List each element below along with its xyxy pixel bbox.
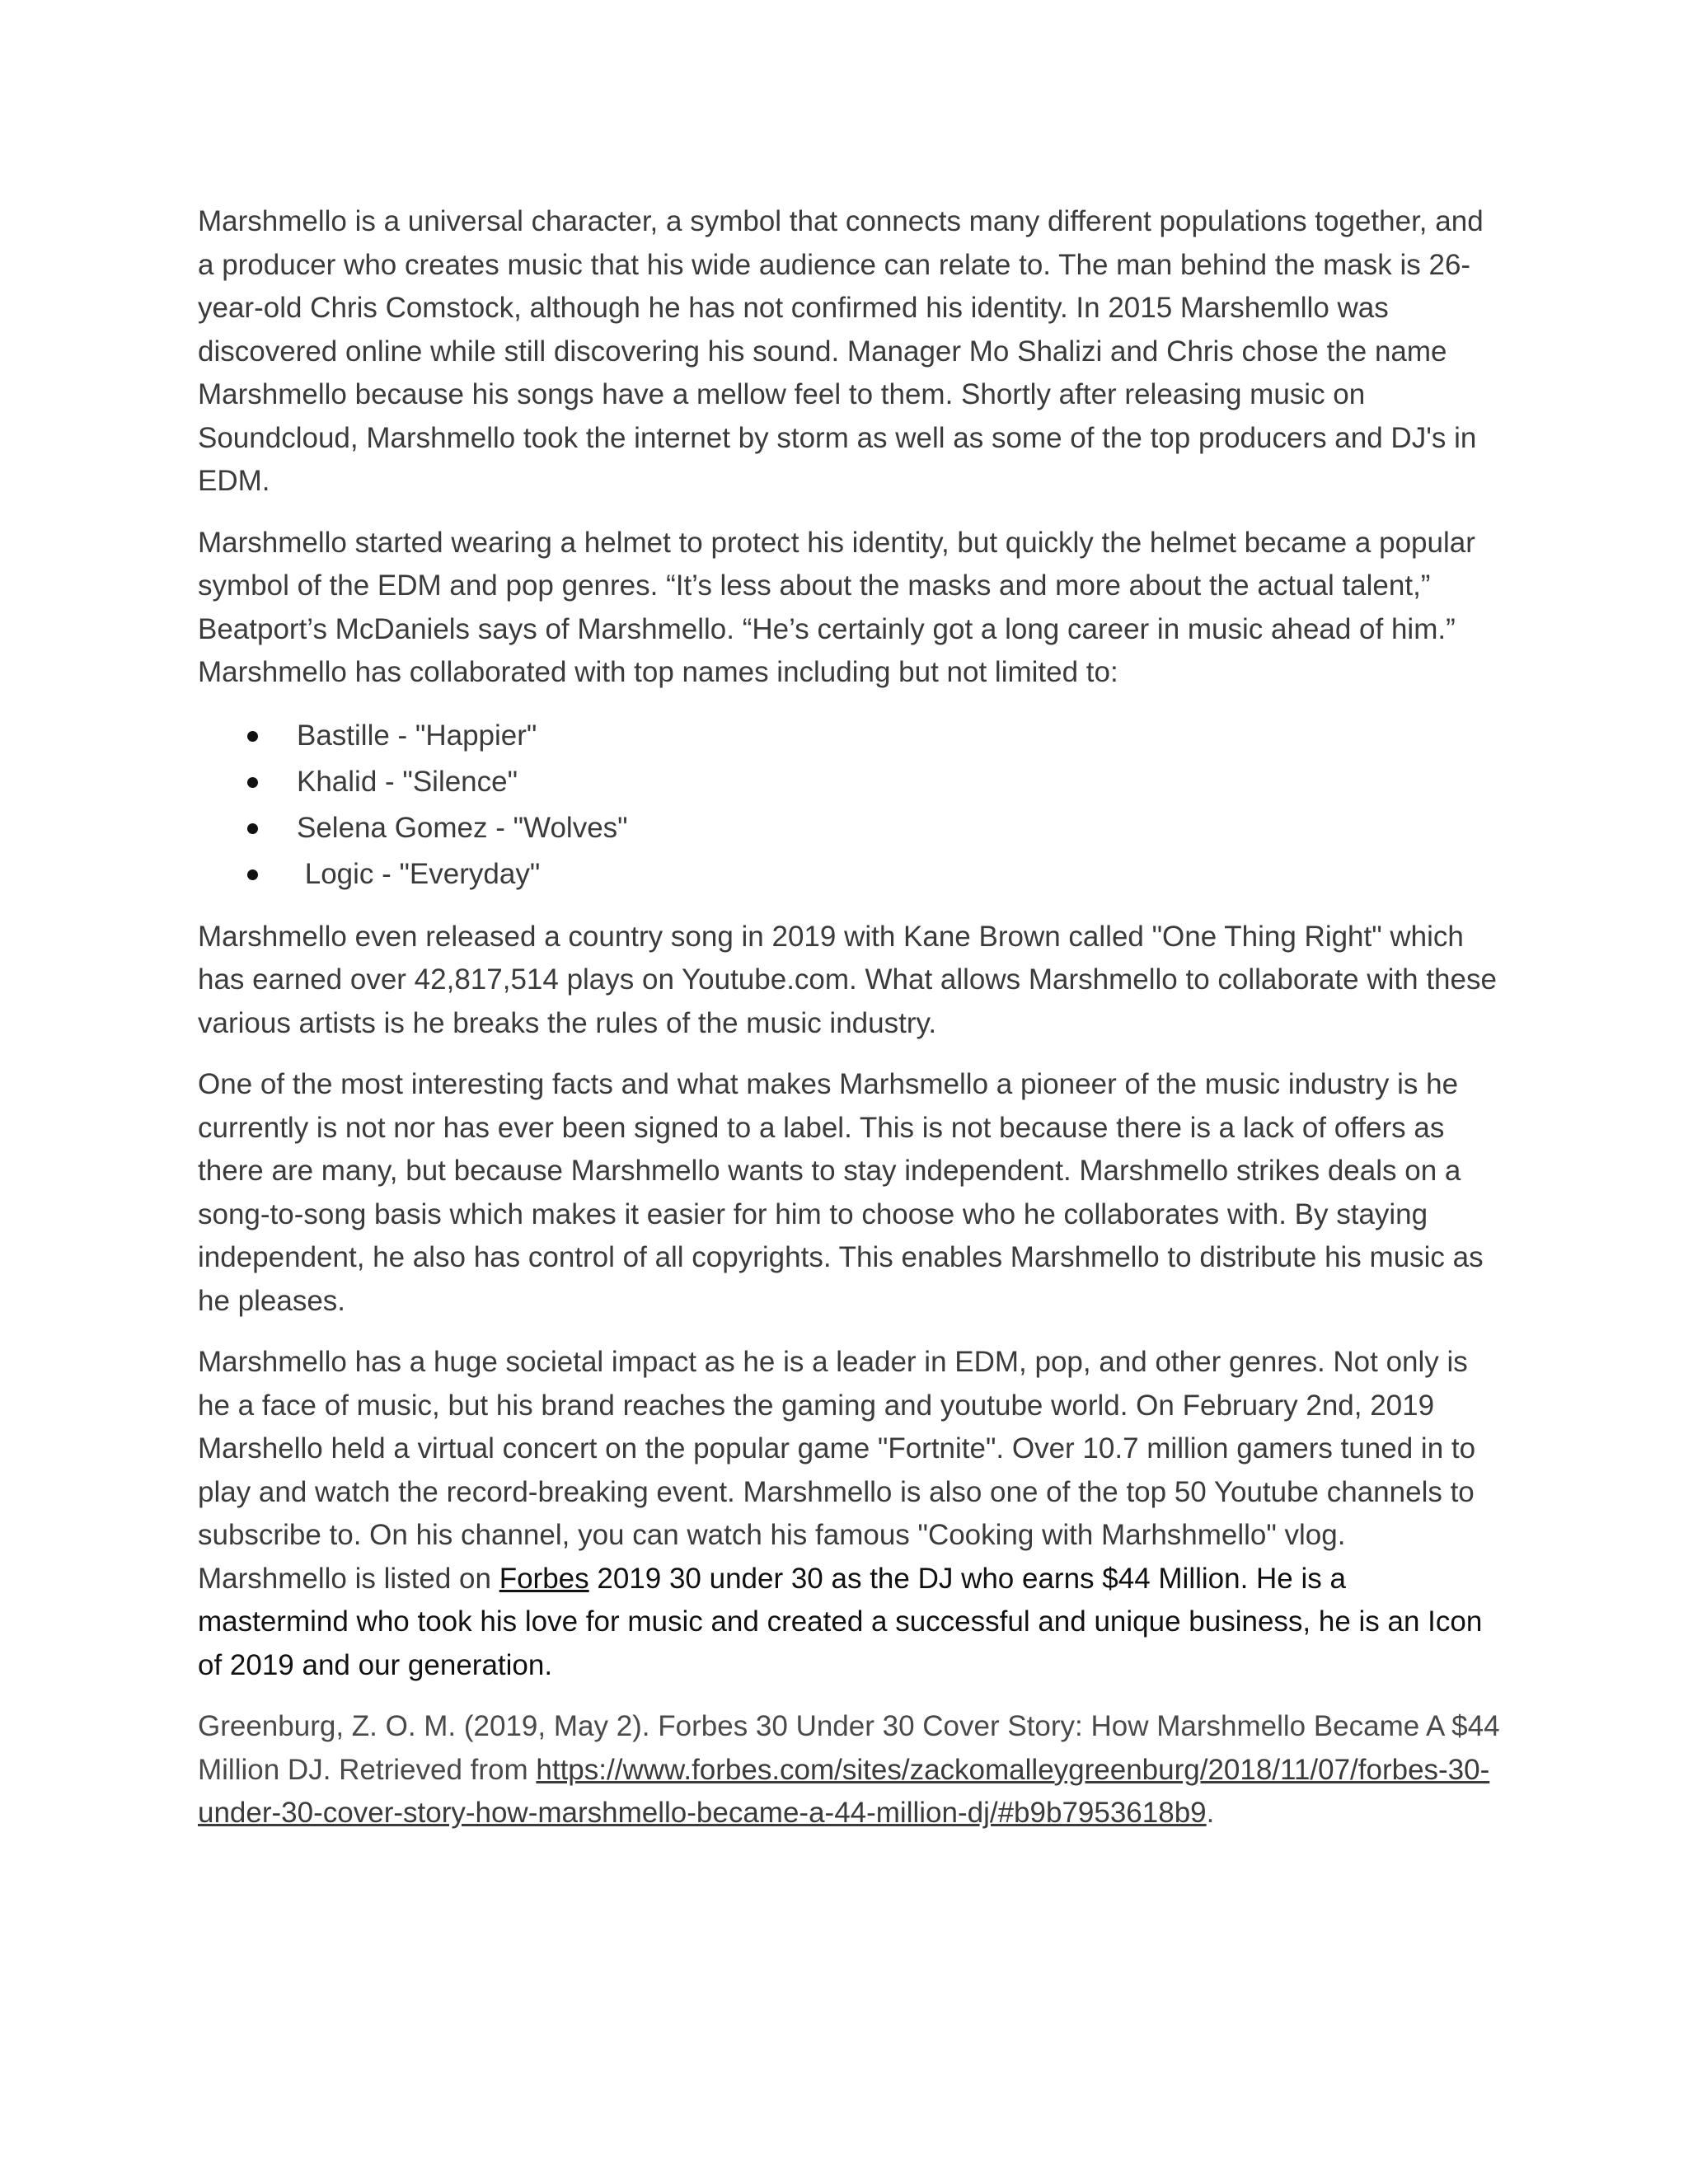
citation-period: . [1206, 1797, 1215, 1829]
reference-url-link[interactable]: https://www.forbes.com/sites/zackomalleygreenburg/2018/11/07/forbes-30-under-30-cover-story-how-marshmello-became-a-44-million-dj/#b9b7953618b9 [198, 1753, 1490, 1829]
list-item [198, 851, 1500, 898]
list-item [198, 713, 1500, 759]
paragraph-country: Marshmello even released a country song in 2019 with Kane Brown called "One Thing Right" which has earned over 42,817,514 plays on Youtube.com. What allows Marshmello to collaborate with these various artists is he breaks the rules of the music industry. [198, 920, 1497, 1039]
collaborations-list [198, 713, 1500, 898]
list-item-text: Logic - "Everyday" [297, 857, 541, 890]
document-body [198, 200, 1500, 1835]
reference-citation [198, 1705, 1500, 1835]
list-item-text: Bastille - "Happier" [297, 719, 537, 752]
bullet-icon [247, 869, 258, 880]
paragraph-intro: Marshmello is a universal character, a symbol that connects many different populations together, and a producer who creates music that his wide audience can relate to. The man behind the mask is 26-year-old Chris Comstock, although he has not confirmed his identity. In 2015 Marshemllo was discovered online while still discovering his sound. Manager Mo Shalizi and Chris chose the name Marshmello because his songs have a mellow feel to them. Shortly after releasing music on Soundcloud, Marshmello took the internet by storm as well as some of the top producers and DJ's in EDM. [198, 205, 1484, 497]
list-item-text: Khalid - "Silence" [297, 765, 518, 798]
list-item [198, 759, 1500, 805]
impact-text: Marshmello has a huge societal impact as he is a leader in EDM, pop, and other genres. Not only is he a face of music, but his brand reaches the gaming and youtube world. On February 2nd, 2019 Marshello held a virtual concert on the popular game "Fortnite". Over 10.7 million gamers tuned in to play and watch the record-breaking event. Marshmello is also one of the top 50 Youtube channels to subscribe to. On his channel, you can watch his famous "Cooking with Marhshmello" vlog. Marshmello is listed on [198, 1346, 1476, 1595]
impact-text-end: 2019 30 under 30 as the DJ who earns $44 Million. He is a mastermind who took his love for music and created a successful and unique business, he is an Icon of 2019 and our generation. [198, 1562, 1483, 1681]
paragraph-label: One of the most interesting facts and what makes Marhsmello a pioneer of the music industry is he currently is not nor has ever been signed to a label. This is not because there is a lack of offers as there are many, but because Marshmello wants to stay independent. Marshmello strikes deals on a song-to-song basis which makes it easier for him to choose who he collaborates with. By staying independent, he also has control of all copyrights. This enables Marshmello to distribute his music as he pleases. [198, 1068, 1484, 1317]
paragraph-impact [198, 1341, 1500, 1687]
list-item [198, 805, 1500, 851]
citation-text: Greenburg, Z. O. M. (2019, May 2). Forbes 30 Under 30 Cover Story: How Marshmello Became A $44 Million DJ. Retrieved from [198, 1710, 1500, 1786]
bullet-icon [247, 823, 258, 834]
forbes-link[interactable]: Forbes [499, 1562, 589, 1595]
paragraph-helmet: Marshmello started wearing a helmet to protect his identity, but quickly the helmet became a popular symbol of the EDM and pop genres. “It’s less about the masks and more about the actual talent,” Beatport’s McDaniels says of Marshmello. “He’s certainly got a long career in music ahead of him.” Marshmello has collaborated with top names including but not limited to: [198, 526, 1475, 688]
bullet-icon [247, 731, 258, 742]
list-item-text: Selena Gomez - "Wolves" [297, 811, 628, 844]
bullet-icon [247, 777, 258, 788]
